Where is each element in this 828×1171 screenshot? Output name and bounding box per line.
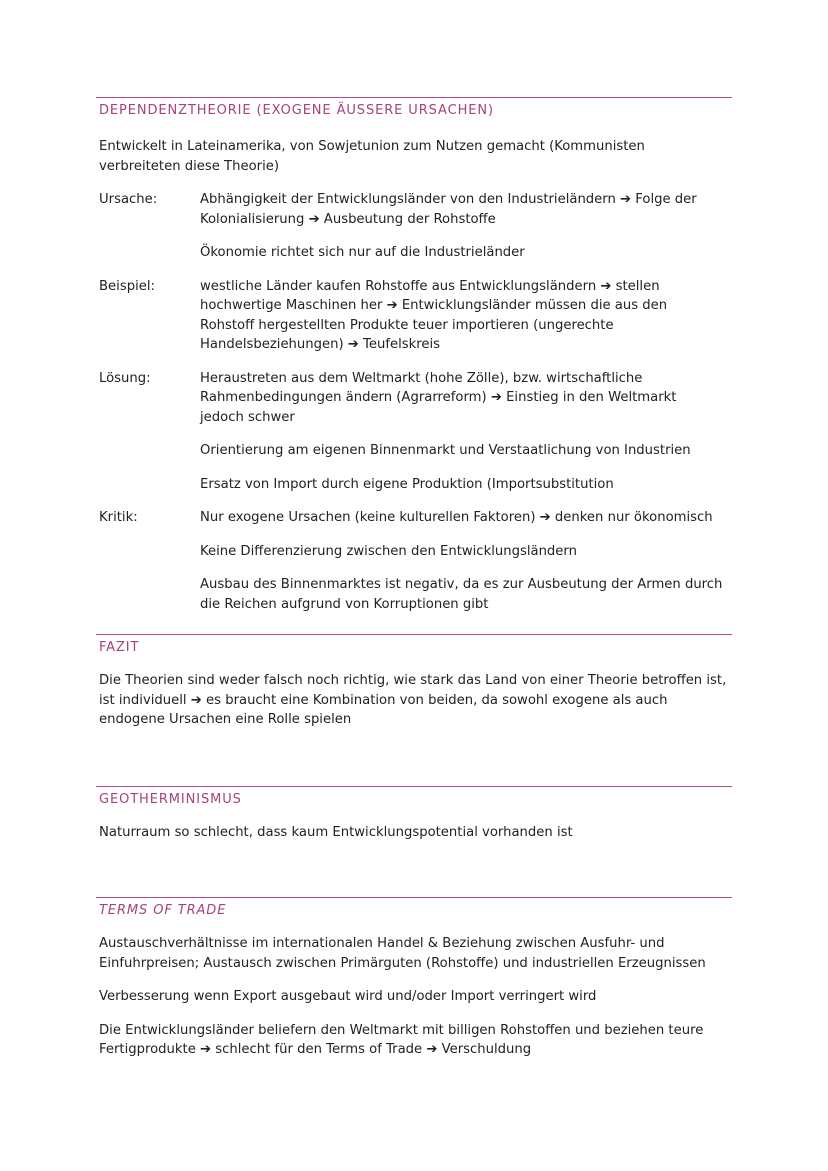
fazit-paragraph (99, 671, 732, 730)
section-heading: GEOTHERMINISMUS (99, 792, 242, 807)
text-line: Einfuhrpreisen; Austausch zwischen Primärguten (Rohstoffe) und industriellen Erzeugnissen (99, 955, 706, 971)
row-beispiel (99, 277, 732, 355)
text-line: Heraustreten aus dem Weltmarkt (hohe Zölle), bzw. wirtschaftliche (200, 370, 643, 386)
text-line: westliche Länder kaufen Rohstoffe aus Entwicklungsländern ➔ stellen (200, 278, 660, 294)
row-kritik (99, 508, 732, 614)
section-geotherminismus (96, 786, 732, 843)
section-divider (96, 97, 732, 98)
paragraph: Keine Differenzierung zwischen den Entwicklungsländern (200, 543, 577, 559)
row-loesung (99, 369, 732, 495)
section-heading: FAZIT (99, 640, 140, 655)
terms-paragraph: Verbesserung wenn Export ausgebaut wird und/oder Import verringert wird (99, 989, 597, 1004)
text-line: Handelsbeziehungen) ➔ Teufelskreis (200, 337, 441, 352)
text-line: Austauschverhältnisse im internationalen Handel & Beziehung zwischen Ausfuhr- und (99, 936, 665, 951)
row-ursache (99, 190, 732, 263)
geo-paragraph: Naturraum so schlecht, dass kaum Entwicklungspotential vorhanden ist (99, 825, 573, 840)
paragraph: Orientierung am eigenen Binnenmarkt und Verstaatlichung von Industrien (200, 443, 691, 458)
section-divider (96, 634, 732, 635)
text-line: endogene Ursachen eine Rolle spielen (99, 712, 352, 727)
section-heading: DEPENDENZTHEORIE (EXOGENE ÄUSSERE URSACHEN) (99, 103, 494, 118)
text-line: Abhängigkeit der Entwicklungsländer von den Industrieländern ➔ Folge der (200, 192, 697, 207)
text-line: verbreiteten diese Theorie) (99, 158, 280, 174)
paragraph: Nur exogene Ursachen (keine kulturellen Faktoren) ➔ denken nur ökonomisch (200, 510, 713, 525)
section-heading: TERMS OF TRADE (99, 903, 227, 918)
text-line: hochwertige Maschinen her ➔ Entwicklungsländer müssen die aus den (200, 298, 668, 313)
row-label: Beispiel: (99, 278, 155, 294)
terms-paragraph (99, 934, 732, 973)
section-dependenztheorie (96, 97, 732, 614)
terms-paragraph (99, 1021, 732, 1060)
text-line: ist individuell ➔ es braucht eine Kombination von beiden, da sowohl exogene als auch (99, 692, 668, 708)
row-label: Ursache: (99, 192, 158, 207)
text-line: Entwickelt in Lateinamerika, von Sowjetunion zum Nutzen gemacht (Kommunisten (99, 139, 645, 154)
text-line: Rahmenbedingungen ändern (Agrarreform) ➔ Einstieg in den Weltmarkt (200, 390, 677, 405)
text-line: Ausbau des Binnenmarktes ist negativ, da es zur Ausbeutung der Armen durch (200, 577, 723, 592)
paragraph (200, 190, 732, 229)
text-line: die Reichen aufgrund von Korruptionen gibt (200, 596, 489, 612)
text-line: Die Theorien sind weder falsch noch richtig, wie stark das Land von einer Theorie betroffen ist, (99, 673, 727, 688)
section-fazit (96, 634, 732, 730)
text-line: Kolonialisierung ➔ Ausbeutung der Rohstoffe (200, 211, 496, 227)
section-divider (96, 786, 732, 787)
paragraph (200, 575, 732, 614)
row-label: Lösung: (99, 370, 151, 386)
text-line: Fertigprodukte ➔ schlecht für den Terms of Trade ➔ Verschuldung (99, 1042, 532, 1057)
paragraph: Ökonomie richtet sich nur auf die Industrieländer (200, 245, 525, 260)
paragraph (200, 369, 732, 428)
paragraph: Ersatz von Import durch eigene Produktion (Importsubstitution (200, 476, 614, 492)
text-line: jedoch schwer (200, 409, 295, 425)
row-label: Kritik: (99, 510, 138, 525)
paragraph (200, 277, 732, 355)
section-divider (96, 897, 732, 898)
text-line: Rohstoff hergestellten Produkte teuer importieren (ungerechte (200, 317, 614, 333)
text-line: Die Entwicklungsländer beliefern den Weltmarkt mit billigen Rohstoffen und beziehen teure (99, 1022, 704, 1038)
section-terms-of-trade (96, 897, 732, 1060)
intro-paragraph (99, 137, 732, 176)
